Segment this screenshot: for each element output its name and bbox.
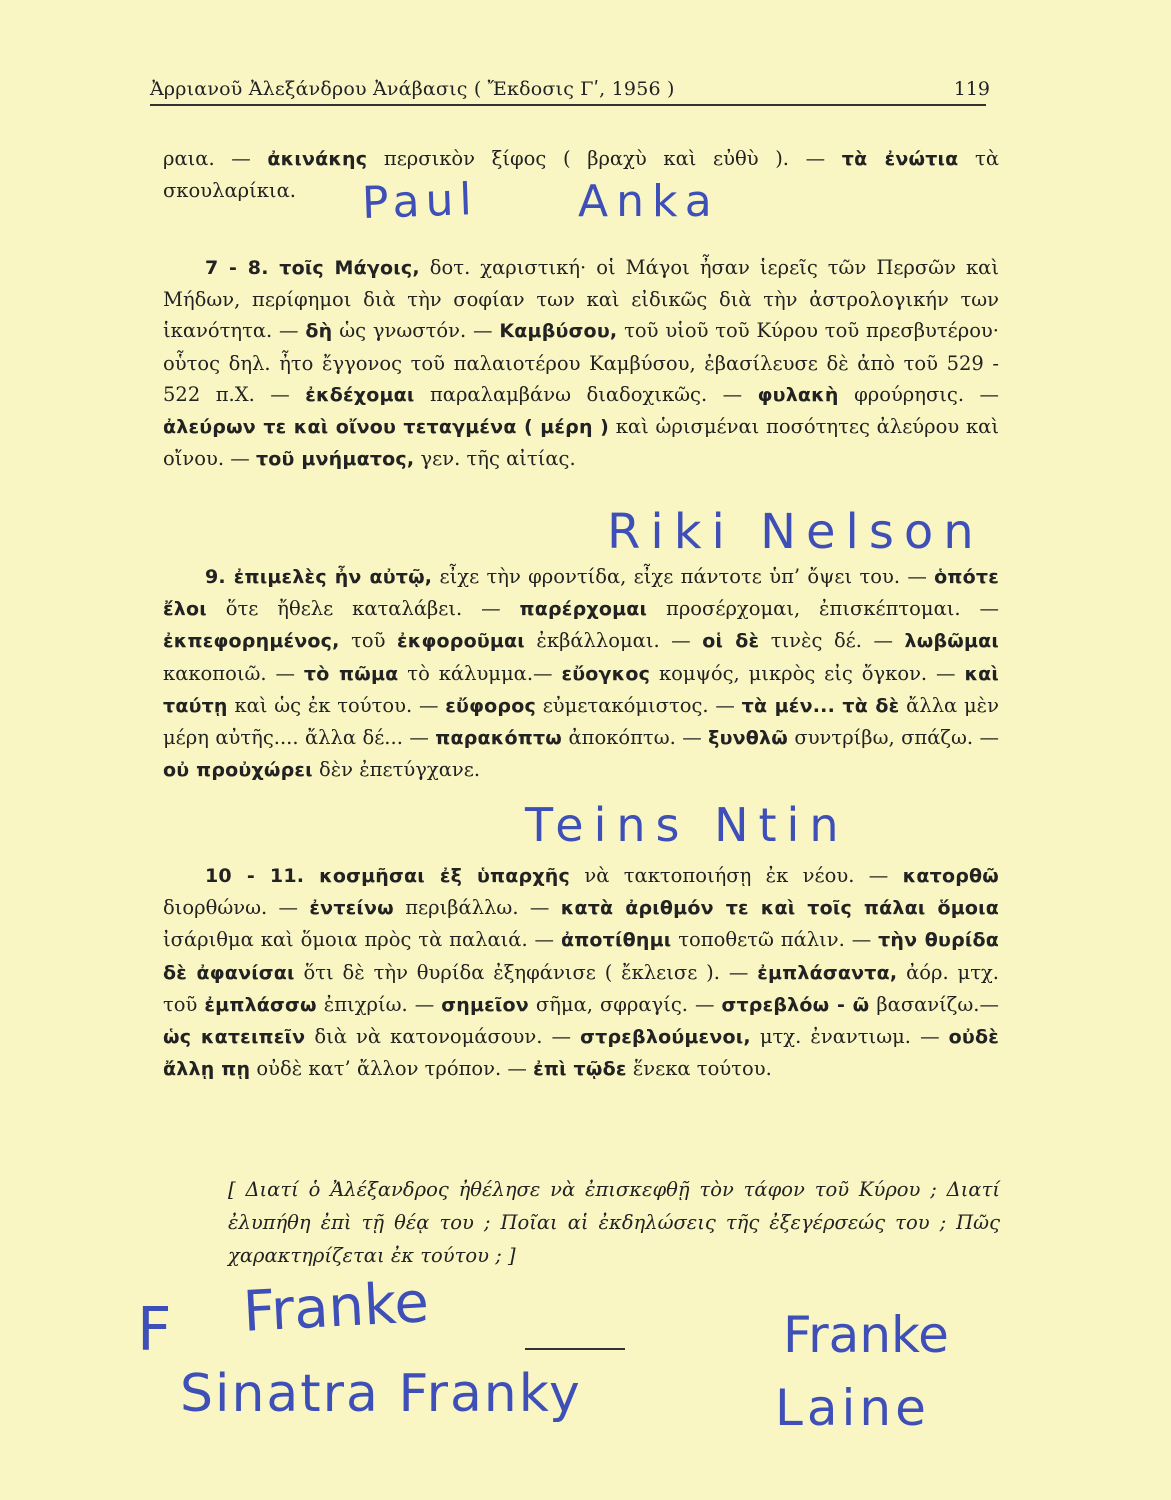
term: τὰ μέν... τὰ δὲ: [741, 694, 900, 717]
term: στρεβλούμενοι,: [580, 1026, 751, 1049]
term: στρεβλόω - ῶ: [721, 993, 870, 1016]
separator-line: [525, 1348, 625, 1350]
paragraph-7-8: 7 - 8. τοῖς Μάγοις, δοτ. χαριστική· οἱ Μάγοι ἦσαν ἱερεῖς τῶν Περσῶν καὶ Μήδων, περίφημοι διὰ τὴν σοφίαν των καὶ εἰδικῶς διὰ τὴν ἀστρολογικήν των ἱκανότητα. — δὴ ὡς γνωστόν. — Καμβύσου, τοῦ υἱοῦ τοῦ Κύρου τοῦ πρεσβυτέρου· οὗτος δηλ. ἦτο ἔγγονος τοῦ παλαιοτέρου Καμβύσου, ἐβασίλευσε δὲ ἀπὸ τοῦ 529 - 522 π.Χ. — ἐκδέχομαι παραλαμβάνω διαδοχικῶς. — φυλακὴ φρούρησις. — ἀλεύρων τε καὶ οἴνου τεταγμένα ( μέρη ) καὶ ὡρισμέναι ποσότητες ἀλεύρου καὶ οἴνου. — τοῦ μνήματος, γεν. τῆς αἰτίας.: [163, 256, 999, 471]
handwritten-note: Anka: [578, 176, 720, 227]
handwritten-note: Laine: [775, 1379, 930, 1437]
term: τὰ ἐνώτια: [841, 148, 959, 170]
term: οὐδὲ ἄλλῃ πῃ: [163, 1026, 999, 1081]
term: τὸ πῶμα: [303, 662, 399, 685]
term: ἀκινάκης: [267, 148, 368, 170]
header-title: Ἀρριανοῦ Ἀλεξάνδρου Ἀνάβασις ( Ἔκδοσις Γʹ, 1956 ): [150, 78, 675, 100]
term: οἱ δὲ: [702, 630, 760, 653]
term: ἐκδέχομαι: [305, 383, 415, 406]
term: ἐμπλάσαντα,: [757, 961, 898, 984]
handwritten-note: Franke: [241, 1270, 431, 1345]
page-number: 119: [953, 78, 990, 100]
term: οὐ προὐχώρει: [163, 759, 313, 782]
handwritten-note: Paul: [361, 173, 479, 230]
term: ἀλεύρων τε καὶ οἴνου τεταγμένα ( μέρη ): [163, 416, 609, 439]
term: ἐντείνω: [309, 897, 394, 920]
section-heading: 7 - 8. τοῖς Μάγοις,: [205, 257, 420, 279]
handwritten-note: Teins Ntin: [525, 798, 849, 852]
term: εὔφορος: [445, 694, 536, 717]
term: ἐπὶ τῷδε: [533, 1058, 627, 1081]
handwritten-note: Riki Nelson: [607, 504, 984, 560]
term: παρακόπτω: [435, 727, 563, 750]
paragraph-9: 9. ἐπιμελὲς ἦν αὐτῷ, εἶχε τὴν φροντίδα, εἶχε πάντοτε ὑπ’ ὄψει του. — ὁπότε ἔλοι ὅτε ἤθελε καταλάβει. — παρέρχομαι προσέρχομαι, ἐπισκέπτομαι. — ἐκπεφορημένος, τοῦ ἐκφοροῦμαι ἐκβάλλομαι. — οἱ δὲ τινὲς δέ. — λωβῶμαι κακοποιῶ. — τὸ πῶμα τὸ κάλυμμα.— εὔογκος κομψός, μικρὸς εἰς ὄγκον. — καὶ ταύτῃ καὶ ὡς ἐκ τούτου. — εὔφορος εὐμετακόμιστος. — τὰ μέν... τὰ δὲ ἄλλα μὲν μέρη αὐτῆς.... ἄλλα δέ... — παρακόπτω ἀποκόπτω. — ξυνθλῶ συντρίβω, σπάζω. — οὐ προὐχώρει δὲν ἐπετύγχανε.: [163, 565, 1000, 782]
handwritten-note: Sinatra Franky: [180, 1364, 582, 1424]
header-rule: [150, 104, 986, 106]
term: ὡς κατειπεῖν: [163, 1026, 306, 1049]
section-heading: 10 - 11. κοσμῆσαι ἐξ ὑπαρχῆς: [205, 865, 570, 887]
term: ὁπότε ἔλοι: [163, 566, 999, 621]
paragraph-intro: ραια. — ἀκινάκης περσικὸν ξίφος ( βραχὺ καὶ εὐθὺ ). — τὰ ἐνώτια τὰ σκουλαρίκια.: [163, 147, 999, 203]
term: σημεῖον: [441, 993, 529, 1016]
paragraph-10-11: 10 - 11. κοσμῆσαι ἐξ ὑπαρχῆς νὰ τακτοποιήσῃ ἐκ νέου. — κατορθῶ διορθώνω. — ἐντείνω περιβάλλω. — κατὰ ἀριθμόν τε καὶ τοῖς πάλαι ὅμοια ἰσάριθμα καὶ ὅμοια πρὸς τὰ παλαιά. — ἀποτίθημι τοποθετῶ πάλιν. — τὴν θυρίδα δὲ ἀφανίσαι ὅτι δὲ τὴν θυρίδα ἐξηφάνισε ( ἔκλεισε ). — ἐμπλάσαντα, ἀόρ. μτχ. τοῦ ἐμπλάσσω ἐπιχρίω. — σημεῖον σῆμα, σφραγίς. — στρεβλόω - ῶ βασανίζω.— ὡς κατειπεῖν διὰ νὰ κατονομάσουν. — στρεβλούμενοι, μτχ. ἐναντιωμ. — οὐδὲ ἄλλῃ πῃ οὐδὲ κατ’ ἄλλον τρόπον. — ἐπὶ τῷδε ἕνεκα τούτου.: [163, 864, 999, 1081]
running-header: [150, 74, 990, 106]
term: ξυνθλῶ: [708, 727, 788, 750]
term: ἐμπλάσσω: [204, 993, 317, 1016]
term: τοῦ μνήματος,: [255, 448, 415, 471]
term: ἐκπεφορημένος,: [163, 630, 340, 653]
handwritten-note: Franke: [783, 1306, 949, 1364]
term: τὴν θυρίδα δὲ ἀφανίσαι: [163, 929, 999, 984]
section-heading: 9. ἐπιμελὲς ἦν αὐτῷ,: [205, 566, 433, 588]
handwritten-note: F: [137, 1295, 172, 1365]
term: δὴ: [305, 320, 333, 343]
term: κατορθῶ: [902, 865, 999, 887]
term: φυλακὴ: [757, 383, 839, 406]
term: καὶ ταύτῃ: [163, 662, 1000, 717]
study-questions: [ Διατί ὁ Ἀλέξανδρος ἠθέλησε νὰ ἐπισκεφθῇ τὸν τάφον τοῦ Κύρου ; Διατί ἐλυπήθη ἐπὶ τῇ θέᾳ του ; Ποῖαι αἱ ἐκδηλώσεις τῆς ἐξεγέρσεώς του ; Πῶς χαρακτηρίζεται ἐκ τούτου ; ]: [228, 1178, 1000, 1267]
term: εὔογκος: [561, 662, 651, 685]
term: κατὰ ἀριθμόν τε καὶ τοῖς πάλαι ὅμοια: [560, 897, 999, 920]
term: ἀποτίθημι: [560, 929, 672, 952]
term: παρέρχομαι: [519, 598, 648, 621]
term: ἐκφοροῦμαι: [396, 630, 525, 653]
term: Καμβύσου,: [499, 320, 618, 343]
term: λωβῶμαι: [904, 630, 1000, 653]
